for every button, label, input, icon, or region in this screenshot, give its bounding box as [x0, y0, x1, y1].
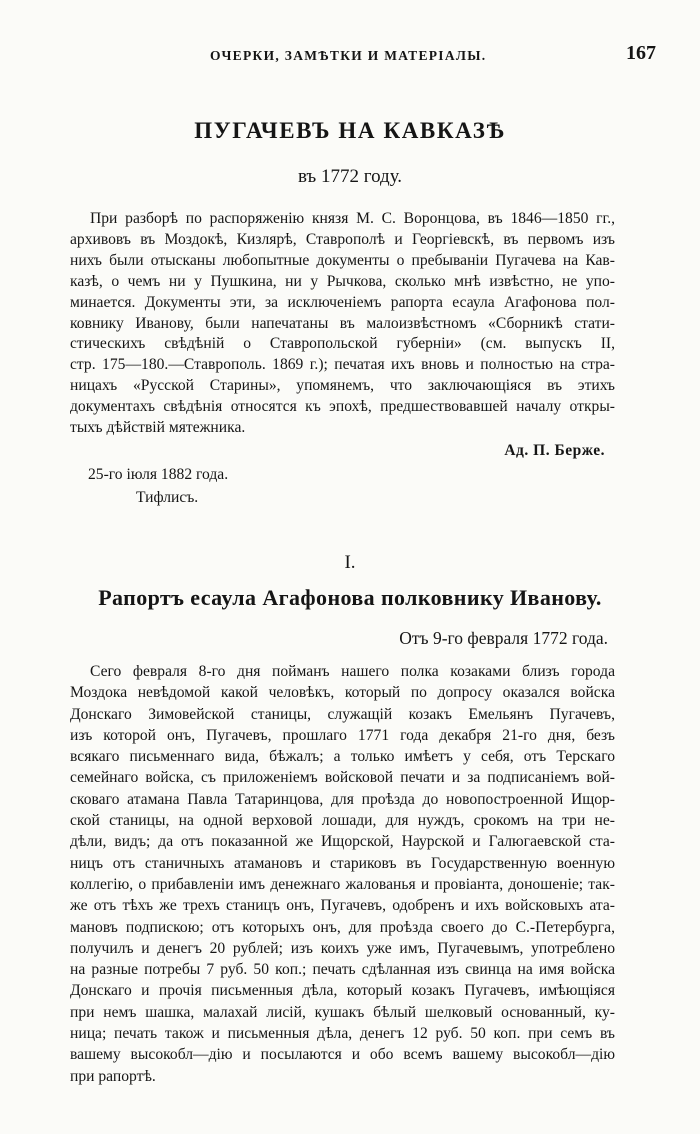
intro-line: тыхъ дѣйствій мятежника. [70, 419, 246, 437]
report-line: ницъ отъ станичныхъ атамановъ и стариковъ въ Государственную военную [70, 854, 615, 872]
page-number: 167 [626, 42, 656, 64]
intro-paragraph [70, 209, 615, 439]
intro-line: ковнику Иванову, были напечатаны въ малоизвѣстномъ «Сборникѣ стати- [70, 314, 615, 332]
report-line: вашему высокобл—дію и посылаются и обо всемъ вашему высокобл—дію [70, 1046, 615, 1064]
report-line: всякаго письменнаго вида, бѣжалъ; а только имѣетъ у себя, отъ Терскаго [70, 748, 615, 766]
report-paragraph [70, 661, 615, 1087]
article-place: Тифлисъ. [136, 489, 199, 506]
report-line: на разные потребы 7 руб. 50 коп.; печать сдѣланная изъ свинца на имя войска [70, 961, 615, 979]
intro-line: казѣ, о чемъ ни у Пушкина, ни у Рычкова, сколько мнѣ извѣстно, не упо- [70, 272, 615, 290]
report-line: же отъ тѣхъ же трехъ станицъ онъ, Пугачевъ, одобренъ и ихъ войсковыхъ ата- [70, 897, 615, 915]
author-signature: Ад. П. Берже. [504, 442, 605, 459]
report-line: Моздока невѣдомой какой человѣкъ, который по допросу оказался войска [70, 684, 615, 702]
report-title: Рапортъ есаула Агафонова полковнику Иванову. [98, 585, 602, 610]
report-date: Отъ 9-го февраля 1772 года. [399, 628, 608, 648]
report-line: ской станицы, на одной верховой лошади, для нуждъ, срокомъ на три не- [70, 812, 615, 830]
report-line: сковаго атамана Павла Татаринцова, для проѣзда до новопостроенной Ищор- [70, 790, 615, 808]
intro-line: При разборѣ по распоряженію князя М. С. Воронцова, въ 1846—1850 гг., [90, 210, 615, 227]
running-title: ОЧЕРКИ, ЗАМѢТКИ И МАТЕРІАЛЫ. [210, 48, 487, 63]
report-line: дѣли, видъ; да отъ показанной же Ищорской, Наурской и Галюгаевской ста- [70, 833, 615, 851]
intro-line: архивовъ въ Моздокѣ, Кизлярѣ, Ставрополѣ и Георгіевскѣ, въ первомъ изъ [70, 230, 615, 248]
report-line: изъ которой онъ, Пугачевъ, прошлаго 1771 года декабря 21-го дня, безъ [70, 726, 615, 744]
intro-line: стр. 175—180.—Ставрополь. 1869 г.); печатая ихъ вновь и полностью на стра- [70, 356, 615, 374]
report-line: коллегію, о прибавленіи имъ денежнаго жалованья и провіанта, доношеніе; так- [70, 875, 615, 893]
intro-line: документахъ свѣдѣнія относятся къ эпохѣ, предшествовавшей началу откры- [70, 398, 615, 416]
report-line: при рапортѣ. [70, 1067, 156, 1085]
article-date: 25-го іюля 1882 года. [88, 466, 229, 483]
section-numeral: I. [344, 552, 356, 573]
intro-line: минается. Документы эти, за исключеніемъ рапорта есаула Агафонова пол- [70, 293, 615, 311]
report-line: ница; печать також и письменныя дѣла, денегъ 12 руб. 50 коп. при семъ въ [70, 1025, 615, 1043]
report-line: мановъ подпискою; отъ которыхъ онъ, для проѣзда своего до С.-Петербурга, [70, 918, 615, 936]
report-line: семейнаго войска, съ приложеніемъ войсковой печати и за подписаніемъ вой- [70, 769, 615, 787]
report-line: Сего февраля 8-го дня пойманъ нашего полка козаками близъ города [90, 663, 615, 680]
intro-line: стическихъ свѣдѣній о Ставропольской губерніи» (см. выпускъ II, [70, 335, 615, 353]
article-subtitle: въ 1772 году. [297, 166, 403, 187]
report-line: Донскаго Зимовейской станицы, служащій козакъ Емельянъ Пугачевъ, [70, 705, 615, 723]
report-line: получилъ и денегъ 20 рублей; изъ коихъ уже имъ, Пугачевымъ, употреблено [70, 939, 615, 957]
report-line: при немъ шашка, малахай лисій, кушакъ бѣлый шелковый основанный, ку- [70, 1003, 615, 1021]
article-title: ПУГАЧЕВЪ НА КАВКАЗѢ [194, 118, 506, 143]
intro-line: ницахъ «Русской Старины», упомянемъ, что заключающіяся въ этихъ [70, 377, 615, 395]
intro-line: нихъ были отысканы любопытные документы о пребываніи Пугачева на Кав- [70, 251, 615, 269]
report-line: Донскаго и прочія письменныя дѣла, который козакъ Пугачевъ, имѣющіяся [70, 982, 615, 1000]
